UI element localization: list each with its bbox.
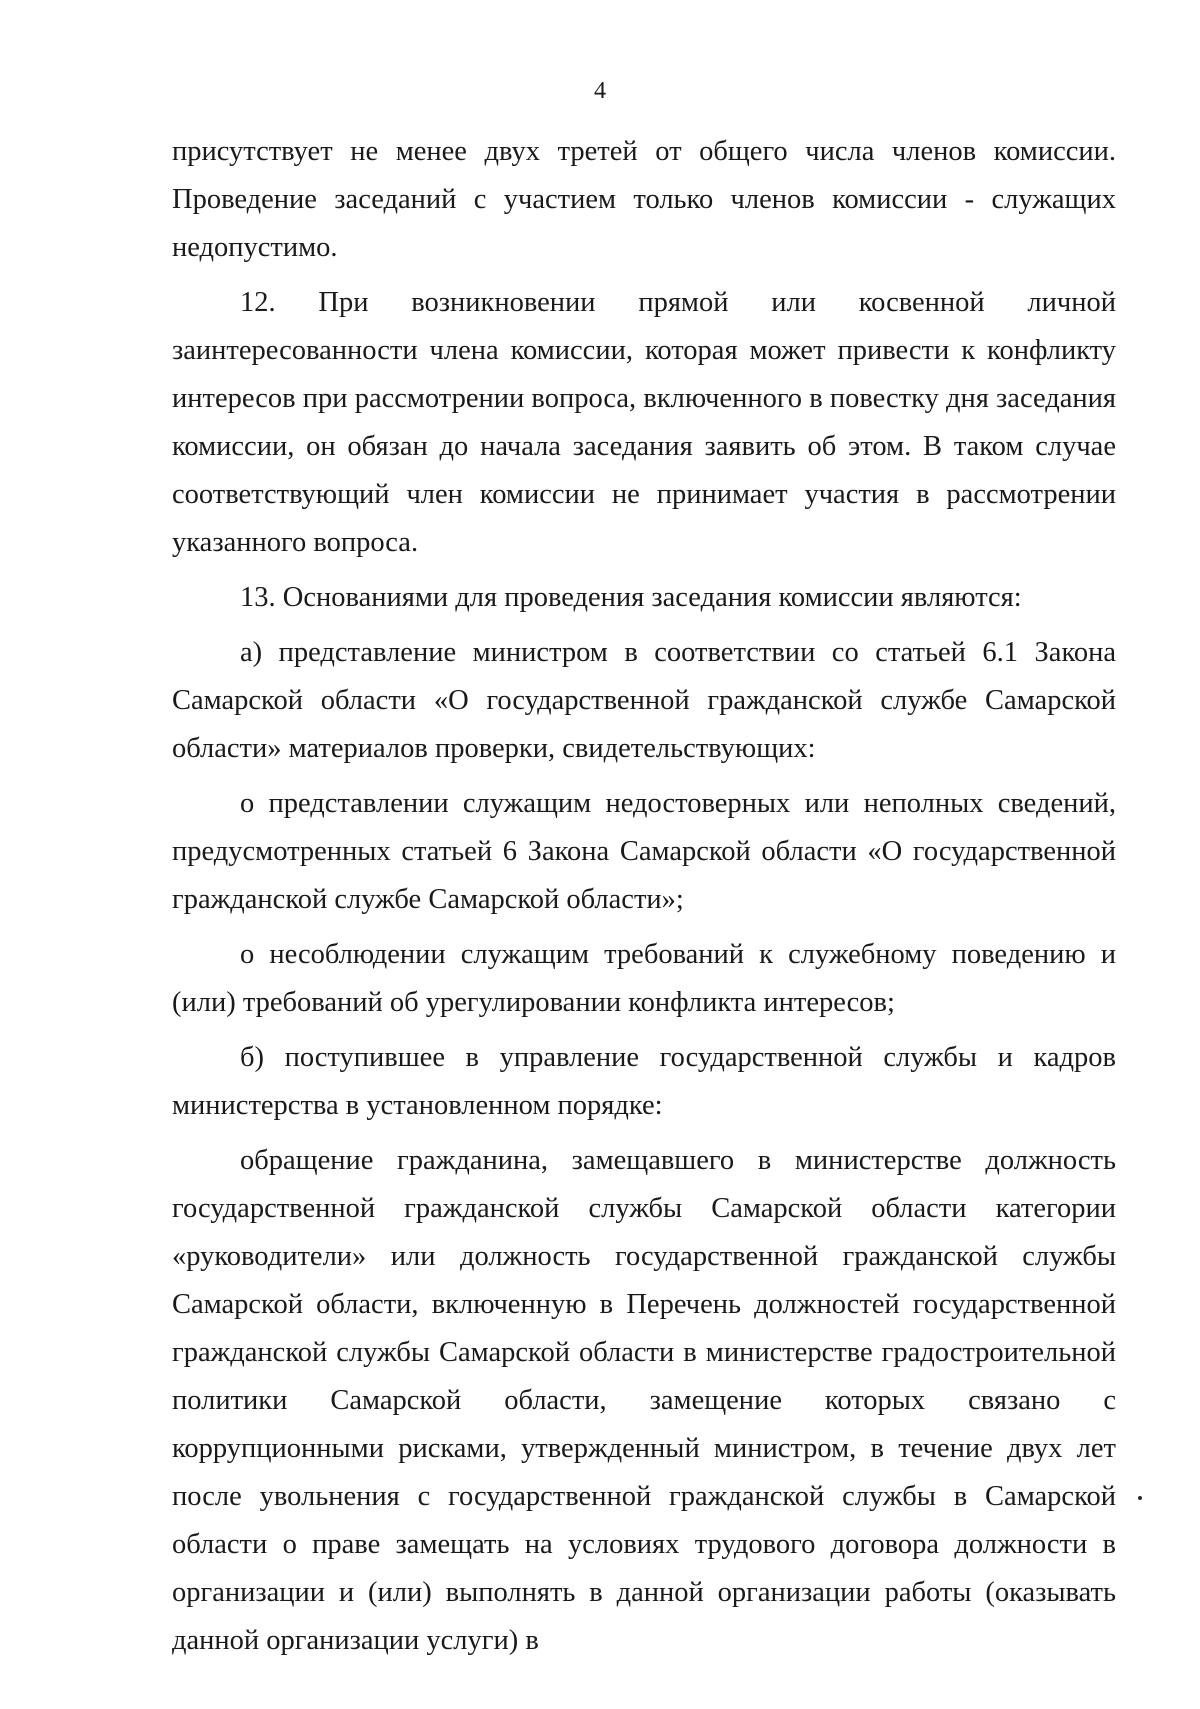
paragraph-item-13-b: б) поступившее в управление государственной службы и кадров министерства в установленном порядке: [172, 1042, 1116, 1121]
paragraph-item-12: 12. При возникновении прямой или косвенной личной заинтересованности члена комиссии, которая может привести к конфликту интересов при рассмотрении вопроса, включенного в повестку дня заседания комиссии, он обязан до начала заседания заявить об этом. В таком случае соответствующий член комиссии не принимает участия в рассмотрении указанного вопроса. [172, 287, 1116, 558]
paragraph-continuation: присутствует не менее двух третей от общего числа членов комиссии. Проведение заседаний с участием только членов комиссии - служащих недопустимо. [172, 136, 1116, 263]
paragraph-item-13-a: а) представление министром в соответствии со статьей 6.1 Закона Самарской области «О государственной гражданской службе Самарской области» материалов проверки, свидетельствующих: [172, 637, 1116, 764]
scan-speck-mark [1138, 1496, 1142, 1500]
document-body [172, 128, 1116, 1672]
paragraph-item-13-b-1: обращение гражданина, замещавшего в министерстве должность государственной гражданской службы Самарской области категории «руководители» или должность государственной гражданской службы Самарской области, включенную в Перечень должностей государственной гражданской службы Самарской области в министерстве градостроительной политики Самарской области, замещение которых связано с коррупционными рисками, утвержденный министром, в течение двух лет после увольнения с государственной гражданской службы в Самарской области о праве замещать на условиях трудового договора должности в организации и (или) выполнять в данной организации работы (оказывать данной организации услуги) в [172, 1145, 1116, 1656]
paragraph-item-13: 13. Основаниями для проведения заседания комиссии являются: [240, 582, 1022, 613]
page-number: 4 [594, 78, 606, 104]
paragraph-item-13-a-2: о несоблюдении служащим требований к служебному поведению и (или) требований об урегулировании конфликта интересов; [172, 939, 1116, 1018]
paragraph-item-13-a-1: о представлении служащим недостоверных или неполных сведений, предусмотренных статьей 6 Закона Самарской области «О государственной гражданской службе Самарской области»; [172, 788, 1116, 915]
